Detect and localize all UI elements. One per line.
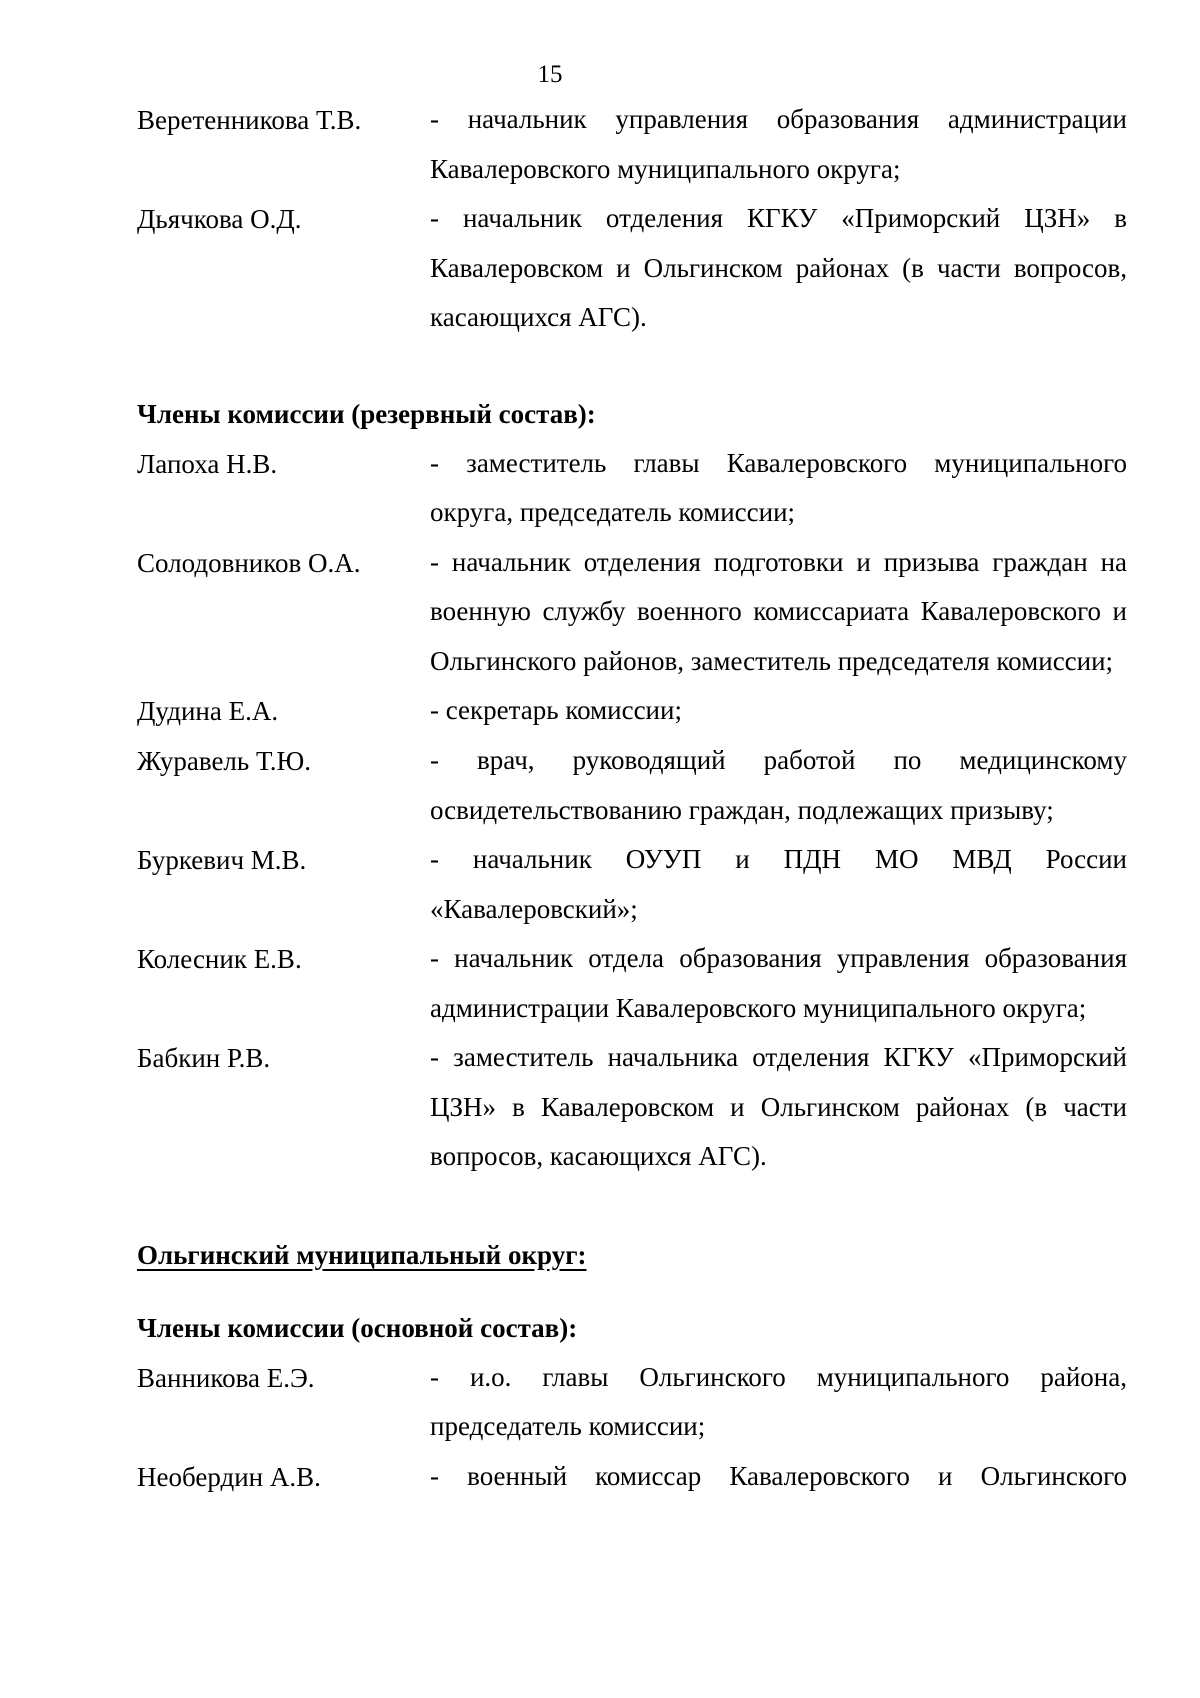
member-role: - начальник отдела образования управления образования администрации Кавалеровского муниципального округа; xyxy=(430,943,1127,1023)
member-name: Журавель Т.Ю. xyxy=(137,746,312,776)
main-members-heading: Члены комиссии (основной состав): xyxy=(137,1312,578,1343)
member-role: - военный комиссар Кавалеровского и Ольгинского xyxy=(430,1460,1127,1491)
member-role: - секретарь комиссии; xyxy=(430,695,682,725)
reserve-members-heading: Члены комиссии (резервный состав): xyxy=(137,398,596,429)
member-entry xyxy=(137,1452,1127,1502)
member-role: - начальник управления образования администрации Кавалеровского муниципального округа; xyxy=(430,104,1127,184)
member-name: Ванникова Е.Э. xyxy=(137,1362,315,1393)
member-name: Дудина Е.А. xyxy=(137,696,279,726)
member-entry xyxy=(137,1353,1127,1452)
member-entry xyxy=(137,95,1127,194)
member-role: - врач, руководящий работой по медицинскому освидетельствованию граждан, подлежащих призыву; xyxy=(430,745,1127,825)
member-name: Солодовников О.А. xyxy=(137,547,361,578)
member-name: Колесник Е.В. xyxy=(137,944,302,974)
member-name: Лапоха Н.В. xyxy=(137,448,278,479)
member-role: - заместитель начальника отделения КГКУ «Приморский ЦЗН» в Кавалеровском и Ольгинском районах (в части вопросов, касающихся АГС). xyxy=(430,1042,1127,1171)
member-name: Бабкин Р.В. xyxy=(137,1043,271,1073)
member-entry xyxy=(137,1033,1127,1182)
member-name: Необердин А.В. xyxy=(137,1461,321,1492)
district-heading: Ольгинский муниципальный округ: xyxy=(137,1239,587,1270)
member-entry xyxy=(137,686,1127,736)
member-entry xyxy=(137,835,1127,934)
member-entry xyxy=(137,194,1127,343)
page-number: 15 xyxy=(537,61,563,88)
member-role: - начальник отделения КГКУ «Приморский ЦЗН» в Кавалеровском и Ольгинском районах (в части вопросов, касающихся АГС). xyxy=(430,203,1127,332)
member-entry xyxy=(137,934,1127,1033)
member-role: - начальник ОУУП и ПДН МО МВД России «Кавалеровский»; xyxy=(430,844,1127,924)
member-entry xyxy=(137,736,1127,835)
member-name: Буркевич М.В. xyxy=(137,845,307,875)
member-name: Дьячкова О.Д. xyxy=(137,204,302,234)
member-role: - заместитель главы Кавалеровского муниципального округа, председатель комиссии; xyxy=(430,447,1127,527)
member-entry xyxy=(137,439,1127,538)
member-entry xyxy=(137,538,1127,687)
member-role: - начальник отделения подготовки и призыва граждан на военную службу военного комиссариата Кавалеровского и Ольгинского районов, заместитель председателя комиссии; xyxy=(430,546,1127,676)
member-name: Веретенникова Т.В. xyxy=(137,105,362,135)
document-body xyxy=(137,95,1127,1502)
member-role: - и.о. главы Ольгинского муниципального района, председатель комиссии; xyxy=(430,1361,1127,1441)
